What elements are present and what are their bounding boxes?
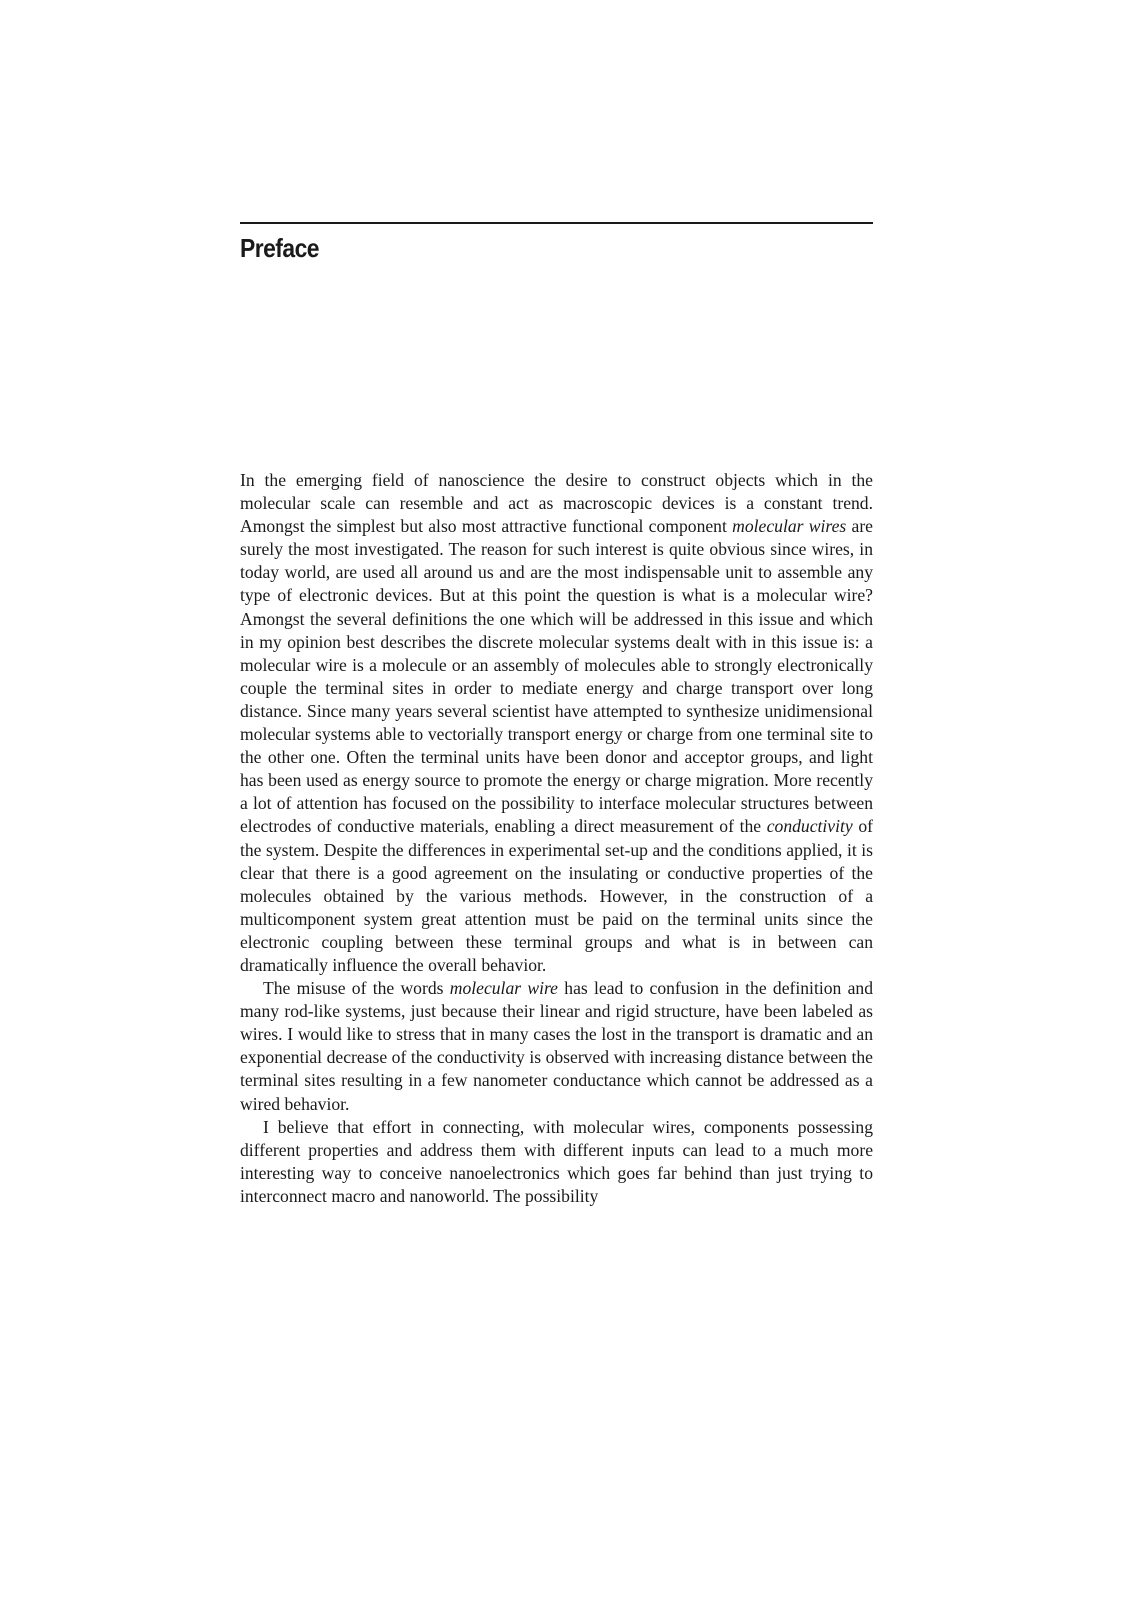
paragraph-1-text: of the system. Despite the differences in experimental set-up and the conditions applied, it is clear that there is a good agreement on the insulating or conductive properties of the molecules obtained by the various methods. However, in the construction of a multicomponent system great attention must be paid on the terminal units since the electronic coupling between these terminal groups and what is in between can dramatically influence the overall behavior.	[240, 816, 873, 975]
paragraph-1	[240, 469, 873, 977]
paragraph-2-text: The misuse of the words	[263, 978, 450, 999]
chapter-title: Preface	[240, 233, 319, 263]
italic-term-conductivity: conductivity	[766, 816, 853, 837]
paragraph-2	[240, 977, 873, 1116]
paragraph-3	[240, 1116, 873, 1208]
preface-body	[240, 469, 873, 1208]
paragraph-1-text: In the emerging field of nanoscience the desire to construct objects which in the molecular scale can resemble and act as macroscopic devices is a constant trend. Amongst the simplest but also most attractive functional component	[240, 470, 873, 537]
paragraph-1-text: are surely the most investigated. The reason for such interest is quite obvious since wires, in today world, are used all around us and are the most indispensable unit to assemble any type of electronic devices. But at this point the question is what is a molecular wire? Amongst the several definitions the one which will be addressed in this issue and which in my opinion best describes the discrete molecular systems dealt with in this issue is: a molecular wire is a molecule or an assembly of molecules able to strongly electronically couple the terminal sites in order to mediate energy and charge transport over long distance. Since many years several scientist have attempted to synthesize unidimensional molecular systems able to vectorially transport energy or charge from one terminal site to the other one. Often the terminal units have been donor and acceptor groups, and light has been used as energy source to promote the energy or charge migration. More recently a lot of attention has focused on the possibility to interface molecular structures between electrodes of conductive materials, enabling a direct measurement of the	[240, 516, 873, 837]
italic-term-molecular-wire: molecular wire	[449, 978, 558, 999]
chapter-rule	[240, 222, 873, 224]
paragraph-3-text: I believe that effort in connecting, with molecular wires, components possessing different properties and address them with different inputs can lead to a much more interesting way to conceive nanoelectronics which goes far behind than just trying to interconnect macro and nanoworld. The possibility	[240, 1116, 873, 1206]
italic-term-molecular-wires: molecular wires	[732, 516, 847, 537]
paragraph-2-text: has lead to confusion in the definition and many rod-like systems, just because their linear and rigid structure, have been labeled as wires. I would like to stress that in many cases the lost in the transport is dramatic and an exponential decrease of the conductivity is observed with increasing distance between the terminal sites resulting in a few nanometer conductance which cannot be addressed as a wired behavior.	[240, 978, 873, 1114]
